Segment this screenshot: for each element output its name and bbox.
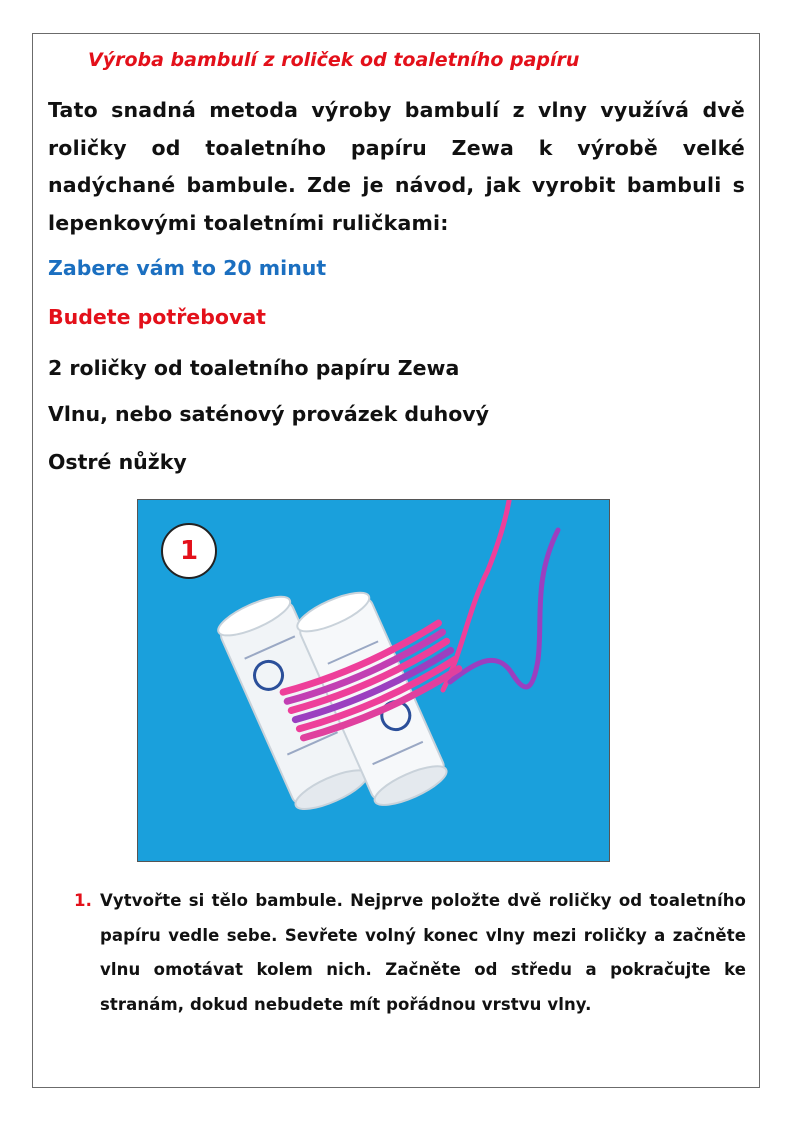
time-estimate: Zabere vám to 20 minut xyxy=(48,256,327,280)
material-item: Vlnu, nebo saténový provázek duhový xyxy=(48,402,490,426)
list-item xyxy=(70,884,746,1022)
page-title: Výroba bambulí z roliček od toaletního papíru xyxy=(88,49,580,71)
material-item: 2 roličky od toaletního papíru Zewa xyxy=(48,356,460,380)
intro-paragraph: Tato snadná metoda výroby bambulí z vlny využívá dvě roličky od toaletního papíru Zewa k výrobě velké nadýchané bambule. Zde je návod, jak vyrobit bambuli s lepenkovými toaletními ruličkami: xyxy=(48,98,745,235)
step-text: Vytvořte si tělo bambule. Nejprve položte dvě roličky od toaletního papíru vedle sebe. Sevřete volný konec vlny mezi roličky a začněte vlnu omotávat kolem nich. Začněte od středu a pokračujte ke stranám, dokud nebudete mít pořádnou vrstvu vlny. xyxy=(100,891,746,1014)
materials-heading: Budete potřebovat xyxy=(48,305,266,329)
step-number-badge: 1 xyxy=(161,523,217,579)
step-number: 1. xyxy=(74,891,92,910)
instructions-list xyxy=(70,884,746,1022)
material-item: Ostré nůžky xyxy=(48,450,187,474)
